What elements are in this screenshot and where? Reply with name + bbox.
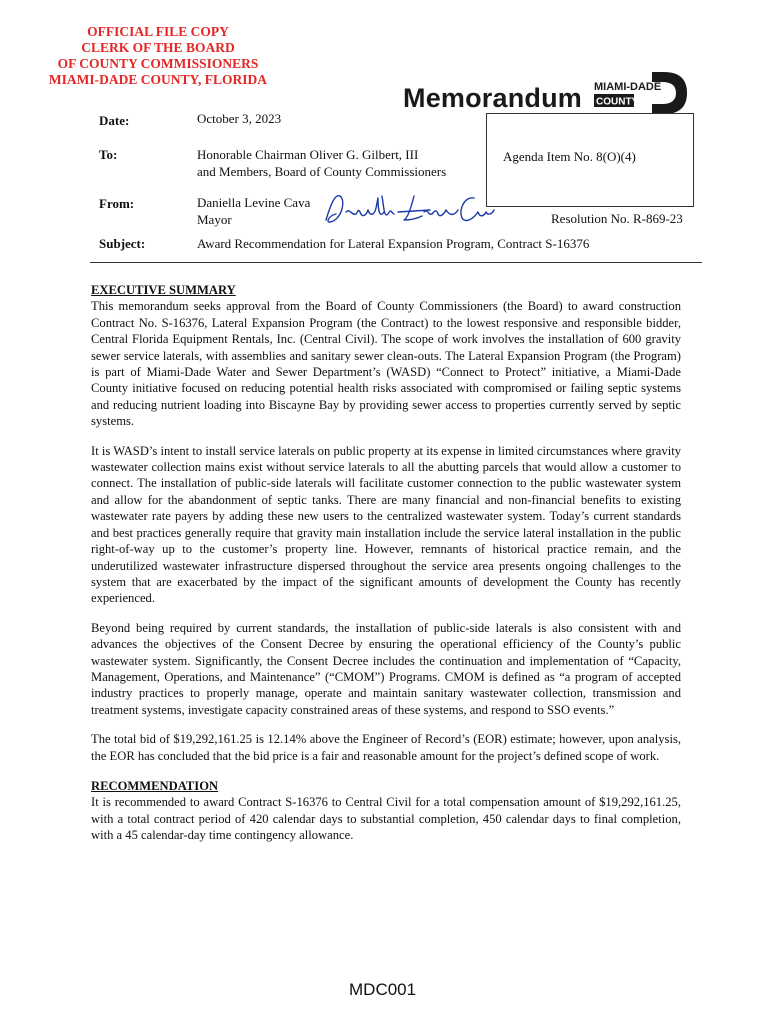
stamp-line: OF COUNTY COMMISSIONERS [57, 56, 259, 71]
from-line: Daniella Levine Cava [197, 195, 311, 210]
header-divider [90, 262, 702, 263]
to-line: Honorable Chairman Oliver G. Gilbert, III [197, 147, 419, 162]
memo-body [91, 282, 681, 857]
from-label: From: [99, 196, 135, 211]
to-label: To: [99, 147, 118, 162]
subject-label: Subject: [99, 236, 146, 251]
handwritten-signature-icon [322, 190, 498, 230]
body-paragraph: Beyond being required by current standards, the installation of public-side laterals is also consistent with and advances the objectives of the Consent Decree by ensuring the operational efficiency of the County’s public wastewater system. Significantly, the Consent Decree includes the continuation and implementation of “Capacity, Management, Operations, and Maintenance” (“CMOM”) Programs. CMOM is defined as “a program of accepted industry practices to properly manage, operate and maintain sanitary wastewater collection, transmission and treatment systems, investigate capacity constrained areas of these systems, and respond to SSO events.” [91, 620, 681, 717]
stamp-line: OFFICIAL FILE COPY [87, 24, 229, 39]
stamp-line: CLERK OF THE BOARD [81, 40, 235, 55]
document-id: MDC001 [349, 980, 417, 999]
body-paragraph: This memorandum seeks approval from the Board of County Commissioners (the Board) to award construction Contract No. S-16376, Lateral Expansion Program (the Contract) to the lowest responsive and responsible bidder, Central Florida Equipment Rentals, Inc. (Central Civil). The scope of work involves the installation of 600 gravity sewer service laterals, with assemblies and sanitary sewer clean-outs. The Lateral Expansion Program (the Program) is part of Miami-Dade Water and Sewer Department’s (WASD) “Connect to Protect” initiative, a Miami-Dade County initiative focused on reducing potential health risks associated with compromised or failing septic systems and reducing nutrient loading into Biscayne Bay by providing sewer access to properties currently served by septic systems. [91, 299, 681, 429]
official-file-copy-stamp [30, 24, 286, 88]
logo-line1: MIAMI-DADE [594, 81, 662, 93]
executive-summary-heading: EXECUTIVE SUMMARY [91, 283, 236, 297]
from-sender [197, 194, 310, 228]
recommendation-paragraph: It is recommended to award Contract S-16376 to Central Civil for a total compensation amount of $19,292,161.25, with a total contract period of 420 calendar days to substantial completion, 450 calendar days to final completion, with a 45 calendar-day time contingency allowance. [91, 795, 681, 843]
agenda-item-number: Agenda Item No. 8(O)(4) [503, 149, 636, 164]
miami-dade-county-logo-icon [592, 70, 688, 116]
memorandum-title: Memorandum [403, 83, 583, 113]
subject-value: Award Recommendation for Lateral Expansion Program, Contract S-16376 [197, 236, 590, 251]
body-paragraph: The total bid of $19,292,161.25 is 12.14% above the Engineer of Record’s (EOR) estimate; however, upon analysis, the EOR has concluded that the bid price is a fair and reasonable amount for the project’s defined scope of work. [91, 732, 681, 763]
stamp-line: MIAMI-DADE COUNTY, FLORIDA [48, 72, 268, 87]
recommendation-heading: RECOMMENDATION [91, 778, 219, 793]
date-label: Date: [99, 113, 130, 128]
from-line: Mayor [197, 212, 232, 227]
body-paragraph: It is WASD’s intent to install service laterals on public property at its expense in limited circumstances where gravity wastewater collection mains exist without service laterals to all the abutting parcels that would allow a customer to connect. The installation of public-side laterals will facilitate customer connection to the public wastewater system and allow for the abandonment of septic tanks. There are many financial and non-financial benefits to existing wastewater rate payers by adding these new users to the centralized wastewater system. Today’s current standards and best practices generally require that gravity main installation include the service lateral installation in the public right-of-way up to the customer’s property line. However, remnants of historical practice remain, and the underutilized wastewater infrastructure dispersed throughout the service area presents ongoing challenges to the system that are exacerbated by the impact of the significant amounts of development the County has recently experienced. [91, 443, 681, 606]
logo-line2: COUNTY [596, 96, 639, 108]
to-recipients [197, 146, 446, 180]
resolution-number: Resolution No. R-869-23 [551, 211, 683, 226]
to-line: and Members, Board of County Commissioners [197, 164, 447, 179]
date-value: October 3, 2023 [197, 111, 282, 126]
